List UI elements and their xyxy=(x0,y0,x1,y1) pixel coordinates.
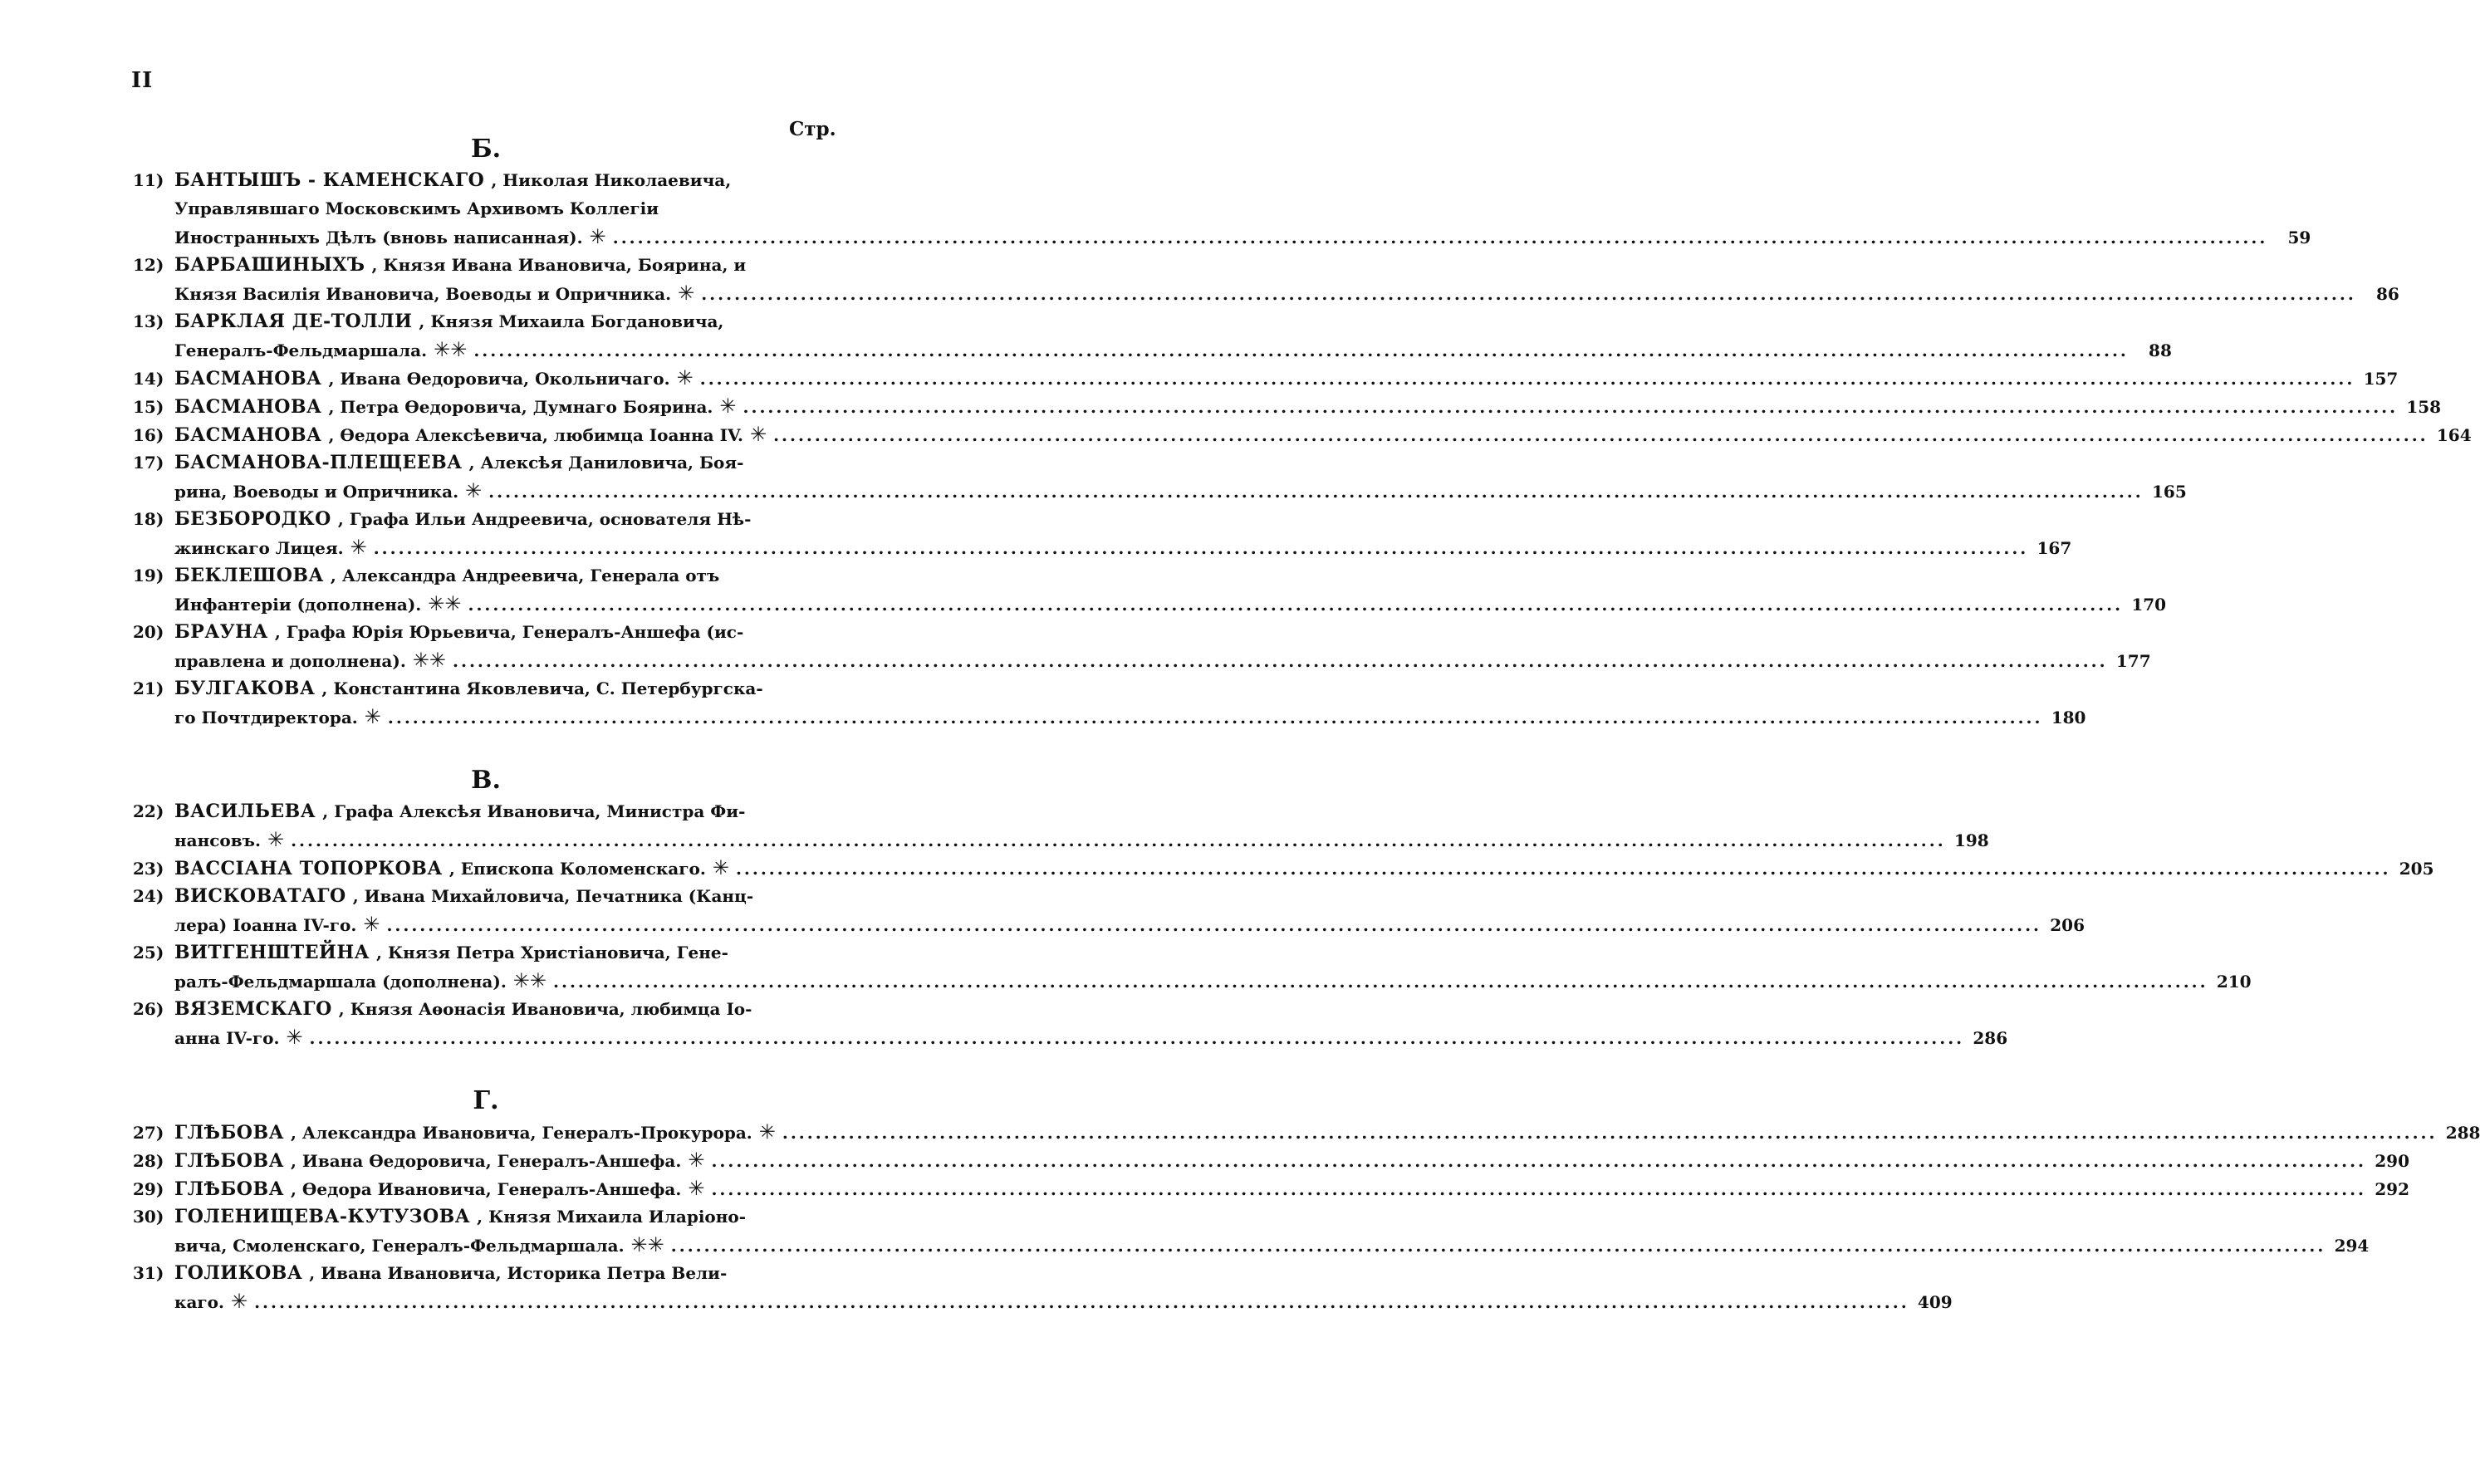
asterisk-mark-icon: ✳ xyxy=(719,394,737,418)
entry-name: БАНТЫШЪ - КАМЕНСКАГО xyxy=(174,169,485,191)
page-ref: 288 xyxy=(2445,1123,2480,1143)
entry-first-line xyxy=(133,392,2442,420)
leader-dots: ........................................................................................................................................................................................................ xyxy=(701,284,2356,304)
leader-dots: ........................................................................................................................................................................................................ xyxy=(473,340,2129,360)
entry-description: , Петра Ѳедоровича, Думнаго Боярина. xyxy=(328,397,713,417)
entry-description: Князя Василія Ивановича, Воеводы и Опричника. xyxy=(174,284,672,304)
entry-description: Генералъ-Фельдмаршала. xyxy=(174,340,428,360)
entry-last-line xyxy=(133,1287,1953,1315)
entry-first-line xyxy=(133,307,839,335)
asterisk-mark-icon: ✳ xyxy=(465,479,483,502)
entry-description: нансовъ. xyxy=(174,830,261,850)
asterisk-mark-icon: ✳ xyxy=(267,828,285,851)
entry-number: 14) xyxy=(133,369,164,389)
page-ref: 157 xyxy=(2363,369,2399,389)
leader-dots: ........................................................................................................................................................................................................ xyxy=(612,228,2268,247)
entry-number: 21) xyxy=(133,678,164,698)
leader-dots: ........................................................................................................................................................................................................ xyxy=(254,1292,1909,1312)
entry-last-line xyxy=(133,1023,2008,1051)
leader-dots: ........................................................................................................................................................................................................ xyxy=(699,369,2355,389)
entry-first-line xyxy=(133,854,2434,882)
entry-last-line xyxy=(133,335,2172,364)
toc-entry[interactable] xyxy=(133,797,1989,854)
entry-continuation-line xyxy=(133,194,839,223)
leader-dots: ........................................................................................................................................................................................................ xyxy=(670,1236,2326,1256)
toc-entry[interactable] xyxy=(133,1259,1953,1315)
leader-dots: ........................................................................................................................................................................................................ xyxy=(553,972,2208,992)
table-of-contents xyxy=(133,133,2480,1315)
toc-entry[interactable] xyxy=(133,1174,2410,1202)
asterisk-mark-icon: ✳✳ xyxy=(428,592,462,615)
leader-dots: ........................................................................................................................................................................................................ xyxy=(309,1028,1965,1048)
entry-number: 20) xyxy=(133,622,164,642)
entry-description: , Ивана Ивановича, Историка Петра Вели- xyxy=(309,1263,728,1283)
entry-first-line xyxy=(133,561,839,590)
entry-description: , Николая Николаевича, xyxy=(491,170,732,190)
page-ref: 165 xyxy=(2151,482,2187,502)
entry-last-line xyxy=(133,703,2086,731)
toc-entry[interactable] xyxy=(133,1146,2410,1174)
entry-name: ГЛѢБОВА xyxy=(174,1122,284,1144)
asterisk-mark-icon: ✳ xyxy=(678,282,695,305)
entry-description: го Почтдиректора. xyxy=(174,708,358,727)
entry-first-line xyxy=(133,1118,2480,1146)
toc-entry[interactable] xyxy=(133,307,2172,364)
asterisk-mark-icon: ✳✳ xyxy=(412,649,447,672)
toc-entry[interactable] xyxy=(133,364,2399,392)
entry-name: ВЯЗЕМСКАГО xyxy=(174,998,332,1020)
entry-name: ГЛѢБОВА xyxy=(174,1150,284,1172)
section-letter-heading: Б. xyxy=(470,135,502,164)
entry-last-line xyxy=(133,477,2187,505)
toc-entry[interactable] xyxy=(133,561,2167,618)
toc-entry[interactable] xyxy=(133,448,2187,505)
entry-first-line xyxy=(133,1202,839,1231)
entry-description: , Ѳедора Ивановича, Генералъ-Аншефа. xyxy=(291,1179,682,1199)
entry-description: , Графа Алексѣя Ивановича, Министра Фи- xyxy=(322,801,746,821)
entry-number: 31) xyxy=(133,1263,164,1283)
entry-first-line xyxy=(133,797,839,825)
entry-first-line xyxy=(133,251,839,279)
entry-first-line xyxy=(133,618,839,646)
entry-description: , Князя Михаила Богдановича, xyxy=(419,311,724,331)
leader-dots: ........................................................................................................................................................................................................ xyxy=(387,708,2043,727)
entry-description: жинскаго Лицея. xyxy=(174,538,344,558)
entry-first-line xyxy=(133,1146,2410,1174)
entry-description: , Ивана Ѳедоровича, Окольничаго. xyxy=(328,369,670,389)
asterisk-mark-icon: ✳✳ xyxy=(630,1233,664,1256)
toc-entry[interactable] xyxy=(133,618,2151,674)
entry-first-line xyxy=(133,995,839,1023)
toc-entry[interactable] xyxy=(133,674,2086,731)
toc-entry[interactable] xyxy=(133,1118,2480,1146)
page-ref: 177 xyxy=(2115,651,2151,671)
entry-number: 25) xyxy=(133,943,164,962)
page-ref: 167 xyxy=(2036,538,2072,558)
page-ref: 164 xyxy=(2436,425,2472,445)
entry-description: , Князя Петра Христіановича, Гене- xyxy=(376,943,728,962)
entry-number: 17) xyxy=(133,453,164,473)
entry-name: БУЛГАКОВА xyxy=(174,678,316,699)
page-number: II xyxy=(131,68,154,93)
entry-name: БАРКЛАЯ ДЕ-ТОЛЛИ xyxy=(174,311,413,332)
leader-dots: ........................................................................................................................................................................................................ xyxy=(711,1179,2367,1199)
entry-last-line xyxy=(133,646,2151,674)
entry-description: каго. xyxy=(174,1292,224,1312)
entry-description: , Графа Ильи Андреевича, основателя Нѣ- xyxy=(337,509,752,529)
entry-last-line xyxy=(133,590,2167,618)
entry-name: ВИТГЕНШТЕЙНА xyxy=(174,942,370,963)
entry-description: рина, Воеводы и Опричника. xyxy=(174,482,459,502)
entry-description: анна IV-го. xyxy=(174,1028,280,1048)
asterisk-mark-icon: ✳ xyxy=(688,1177,705,1200)
asterisk-mark-icon: ✳ xyxy=(230,1290,248,1313)
page-ref: 158 xyxy=(2406,397,2442,417)
leader-dots: ........................................................................................................................................................................................................ xyxy=(468,595,2124,615)
entry-number: 26) xyxy=(133,999,164,1019)
entry-first-line xyxy=(133,420,2472,448)
page-ref: 290 xyxy=(2375,1151,2410,1171)
leader-dots: ........................................................................................................................................................................................................ xyxy=(386,915,2042,935)
entry-number: 22) xyxy=(133,801,164,821)
entry-first-line xyxy=(133,448,839,477)
page-column-label: Стр. xyxy=(789,118,836,140)
entry-number: 16) xyxy=(133,425,164,445)
entry-number: 13) xyxy=(133,311,164,331)
asterisk-mark-icon: ✳ xyxy=(350,536,367,559)
entry-number: 27) xyxy=(133,1123,164,1143)
entry-description: , Алексѣя Даниловича, Боя- xyxy=(468,453,744,473)
page-ref: 206 xyxy=(2050,915,2085,935)
asterisk-mark-icon: ✳ xyxy=(712,856,729,879)
page-ref: 170 xyxy=(2131,595,2167,615)
entry-number: 11) xyxy=(133,170,164,190)
asterisk-mark-icon: ✳ xyxy=(286,1026,303,1049)
entry-description: лера) Іоанна IV-го. xyxy=(174,915,357,935)
toc-entry[interactable] xyxy=(133,1202,2370,1259)
entry-name: БАРБАШИНЫХЪ xyxy=(174,254,365,276)
entry-name: БРАУНА xyxy=(174,621,268,643)
entry-first-line xyxy=(133,938,839,967)
entry-number: 30) xyxy=(133,1207,164,1227)
section-letter-heading: В. xyxy=(471,766,501,795)
entry-description: , Константина Яковлевича, С. Петербургска- xyxy=(321,678,763,698)
entry-name: ВАСИЛЬЕВА xyxy=(174,801,316,822)
entry-number: 18) xyxy=(133,509,164,529)
entry-first-line xyxy=(133,1174,2410,1202)
entry-last-line xyxy=(133,533,2072,561)
entry-description: , Ивана Ѳедоровича, Генералъ-Аншефа. xyxy=(291,1151,682,1171)
entry-description: , Ивана Михайловича, Печатника (Канц- xyxy=(352,886,754,906)
toc-entry[interactable] xyxy=(133,882,2085,938)
page-ref: 180 xyxy=(2051,708,2086,727)
entry-last-line xyxy=(133,825,1989,854)
toc-section xyxy=(133,133,2472,731)
entry-number: 12) xyxy=(133,255,164,275)
toc-entry[interactable] xyxy=(133,166,2311,251)
asterisk-mark-icon: ✳ xyxy=(758,1120,776,1144)
entry-name: ГОЛИКОВА xyxy=(174,1262,303,1284)
entry-number: 15) xyxy=(133,397,164,417)
entry-name: БАСМАНОВА xyxy=(174,368,322,389)
asterisk-mark-icon: ✳ xyxy=(363,913,380,936)
page-ref: 88 xyxy=(2149,340,2172,360)
entry-description: вича, Смоленскаго, Генералъ-Фельдмаршала. xyxy=(174,1236,625,1256)
leader-dots: ........................................................................................................................................................................................................ xyxy=(488,482,2144,502)
entry-name: БЕЗБОРОДКО xyxy=(174,508,331,530)
entry-description: Иностранныхъ Дѣлъ (вновь написанная). xyxy=(174,228,583,247)
entry-number: 24) xyxy=(133,886,164,906)
entry-name: ГЛѢБОВА xyxy=(174,1178,284,1200)
leader-dots: ........................................................................................................................................................................................................ xyxy=(453,651,2108,671)
asterisk-mark-icon: ✳✳ xyxy=(512,969,547,992)
entry-last-line xyxy=(133,967,2252,995)
entry-last-line xyxy=(133,223,2311,251)
toc-section xyxy=(133,764,2434,1051)
entry-first-line xyxy=(133,364,2399,392)
toc-entry[interactable] xyxy=(133,251,2399,307)
page-ref: 286 xyxy=(1973,1028,2008,1048)
entry-description: , Ѳедора Алексѣевича, любимца Іоанна IV. xyxy=(328,425,743,445)
toc-entry[interactable] xyxy=(133,420,2472,448)
entry-description: , Князя Аѳонасія Ивановича, любимца Іо- xyxy=(338,999,752,1019)
toc-entry[interactable] xyxy=(133,392,2442,420)
toc-entry[interactable] xyxy=(133,938,2252,995)
leader-dots: ........................................................................................................................................................................................................ xyxy=(735,859,2391,879)
asterisk-mark-icon: ✳ xyxy=(364,705,381,728)
entry-description: Инфантеріи (дополнена). xyxy=(174,595,422,615)
leader-dots: ........................................................................................................................................................................................................ xyxy=(291,830,1946,850)
page-ref: 292 xyxy=(2375,1179,2410,1199)
entry-description: ралъ-Фельдмаршала (дополнена). xyxy=(174,972,507,992)
entry-first-line xyxy=(133,1259,839,1287)
leader-dots: ........................................................................................................................................................................................................ xyxy=(782,1123,2438,1143)
section-letter-heading: Г. xyxy=(473,1086,499,1115)
entry-last-line xyxy=(133,910,2085,938)
entry-name: БЕКЛЕШОВА xyxy=(174,565,324,586)
page-ref: 86 xyxy=(2375,284,2399,304)
leader-dots: ........................................................................................................................................................................................................ xyxy=(373,538,2029,558)
asterisk-mark-icon: ✳ xyxy=(749,423,767,446)
entry-last-line xyxy=(133,1231,2370,1259)
toc-entry[interactable] xyxy=(133,995,2008,1051)
entry-description: , Епископа Коломенскаго. xyxy=(448,859,706,879)
entry-description: , Александра Ивановича, Генералъ-Прокурора. xyxy=(291,1123,752,1143)
asterisk-mark-icon: ✳ xyxy=(676,366,694,389)
asterisk-mark-icon: ✳✳ xyxy=(434,338,468,361)
entry-name: БАСМАНОВА xyxy=(174,396,322,418)
entry-number: 29) xyxy=(133,1179,164,1199)
leader-dots: ........................................................................................................................................................................................................ xyxy=(773,425,2429,445)
leader-dots: ........................................................................................................................................................................................................ xyxy=(711,1151,2367,1171)
entry-first-line xyxy=(133,882,839,910)
entry-first-line xyxy=(133,674,839,703)
toc-entry[interactable] xyxy=(133,505,2072,561)
entry-name: БАСМАНОВА xyxy=(174,424,322,446)
entry-first-line xyxy=(133,505,839,533)
leader-dots: ........................................................................................................................................................................................................ xyxy=(743,397,2399,417)
page-ref: 409 xyxy=(1917,1292,1953,1312)
toc-section xyxy=(133,1085,2480,1315)
entry-name: ГОЛЕНИЩЕВА-КУТУЗОВА xyxy=(174,1206,471,1227)
entry-description: , Князя Ивана Ивановича, Боярина, и xyxy=(371,255,747,275)
page-ref: 59 xyxy=(2287,228,2311,247)
entry-number: 28) xyxy=(133,1151,164,1171)
entry-name: ВИСКОВАТАГО xyxy=(174,885,346,907)
page-ref: 294 xyxy=(2334,1236,2370,1256)
asterisk-mark-icon: ✳ xyxy=(688,1149,705,1172)
entry-last-line xyxy=(133,279,2399,307)
page-ref: 198 xyxy=(1953,830,1989,850)
entry-first-line xyxy=(133,166,839,194)
entry-name: ВАССІАНА ТОПОРКОВА xyxy=(174,858,443,879)
entry-name: БАСМАНОВА-ПЛЕЩЕЕВА xyxy=(174,452,463,473)
entry-description: , Александра Андреевича, Генерала отъ xyxy=(330,566,720,585)
toc-entry[interactable] xyxy=(133,854,2434,882)
page-ref: 205 xyxy=(2399,859,2434,879)
entry-number: 23) xyxy=(133,859,164,879)
entry-description: правлена и дополнена). xyxy=(174,651,406,671)
entry-description: , Князя Михаила Иларіоно- xyxy=(477,1207,747,1227)
asterisk-mark-icon: ✳ xyxy=(589,225,606,248)
entry-description: , Графа Юрія Юрьевича, Генералъ-Аншефа (ис- xyxy=(274,622,744,642)
entry-number: 19) xyxy=(133,566,164,585)
page-ref: 210 xyxy=(2216,972,2252,992)
entry-description: Управлявшаго Московскимъ Архивомъ Коллегіи xyxy=(174,198,659,218)
